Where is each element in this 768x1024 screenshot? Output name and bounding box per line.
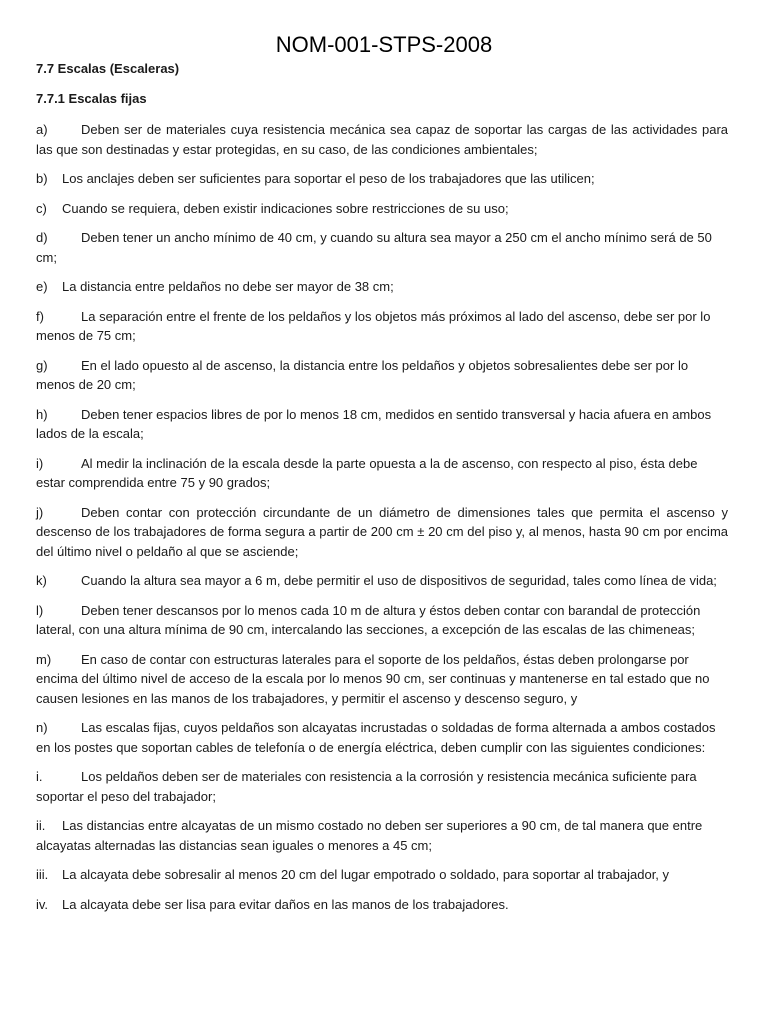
list-item-b: b) Los anclajes deben ser suficientes para soportar el peso de los trabajadores que las utilicen; xyxy=(36,171,595,186)
document-title: NOM-001-STPS-2008 xyxy=(275,32,493,57)
list-item-h: h) Deben tener espacios libres de por lo menos 18 cm, medidos en sentido transversal y hacia afuera en ambos lados de la escala; xyxy=(36,406,712,441)
list-item-m: m) En caso de contar con estructuras laterales para el soporte de los peldaños, éstas deben prolongarse por encima del último nivel de acceso de la escala por lo menos 90 cm, ser continuas y mantenerse en tal estado que no causen lesiones en las manos de los trabajadores, y permitir el ascenso y descenso seguro, y xyxy=(36,651,710,706)
sublist-item-ii: ii. Las distancias entre alcayatas de un mismo costado no deben ser superiores a 90 cm, de tal manera que entre alcayatas alternadas las distancias sean iguales o menores a 45 cm; xyxy=(36,818,703,853)
list-item-d: d) Deben tener un ancho mínimo de 40 cm, y cuando su altura sea mayor a 250 cm el ancho mínimo será de 50 cm; xyxy=(36,230,712,265)
document-body xyxy=(36,60,728,924)
list-item-f: f) La separación entre el frente de los peldaños y los objetos más próximos al lado del ascenso, debe ser por lo menos de 75 cm; xyxy=(36,308,711,343)
sublist-item-iii: iii. La alcayata debe sobresalir al menos 20 cm del lugar empotrado o soldado, para soportar al trabajador, y xyxy=(36,867,670,882)
sublist-item-iv: iv. La alcayata debe ser lisa para evitar daños en las manos de los trabajadores. xyxy=(36,896,509,912)
list-item-g: g) En el lado opuesto al de ascenso, la distancia entre los peldaños y objetos sobresalientes debe ser por lo menos de 20 cm; xyxy=(36,357,689,392)
list-item-i: i) Al medir la inclinación de la escala desde la parte opuesta a la de ascenso, con respecto al piso, ésta debe estar comprendida entre 75 y 90 grados; xyxy=(36,455,698,490)
list-item-l: l) Deben tener descansos por lo menos cada 10 m de altura y éstos deben contar con barandal de protección lateral, con una altura mínima de 90 cm, intercalando las secciones, a excepción de las escalas de las chimeneas; xyxy=(36,602,701,637)
list-item-e: e) La distancia entre peldaños no debe ser mayor de 38 cm; xyxy=(36,279,394,294)
section-heading: 7.7 Escalas (Escaleras) xyxy=(36,61,180,76)
list-item-j: j) Deben contar con protección circundante de un diámetro de dimensiones tales que permita el ascenso y descenso de los trabajadores de forma segura a partir de 200 cm ± 20 cm del piso y, al menos, hasta 90 cm por encima del último nivel o peldaño al que se asciende; xyxy=(36,504,728,559)
list-item-c: c) Cuando se requiera, deben existir indicaciones sobre restricciones de su uso; xyxy=(36,200,509,216)
list-item-k: k) Cuando la altura sea mayor a 6 m, debe permitir el uso de dispositivos de seguridad, tales como línea de vida; xyxy=(36,573,717,588)
list-item-a: a) Deben ser de materiales cuya resistencia mecánica sea capaz de soportar las cargas de las actividades para las que son destinadas y estar protegidas, en su caso, de las condiciones ambientales; xyxy=(36,122,728,157)
sublist-item-i: i. Los peldaños deben ser de materiales con resistencia a la corrosión y resistencia mecánica suficiente para soportar el peso del trabajador; xyxy=(36,769,697,804)
subsection-heading: 7.7.1 Escalas fijas xyxy=(36,91,147,106)
list-item-n: n) Las escalas fijas, cuyos peldaños son alcayatas incrustadas o soldadas de forma alternada a ambos costados en los postes que soportan cables de telefonía o de energía eléctrica, deben cumplir con las siguientes condiciones: xyxy=(36,720,716,755)
